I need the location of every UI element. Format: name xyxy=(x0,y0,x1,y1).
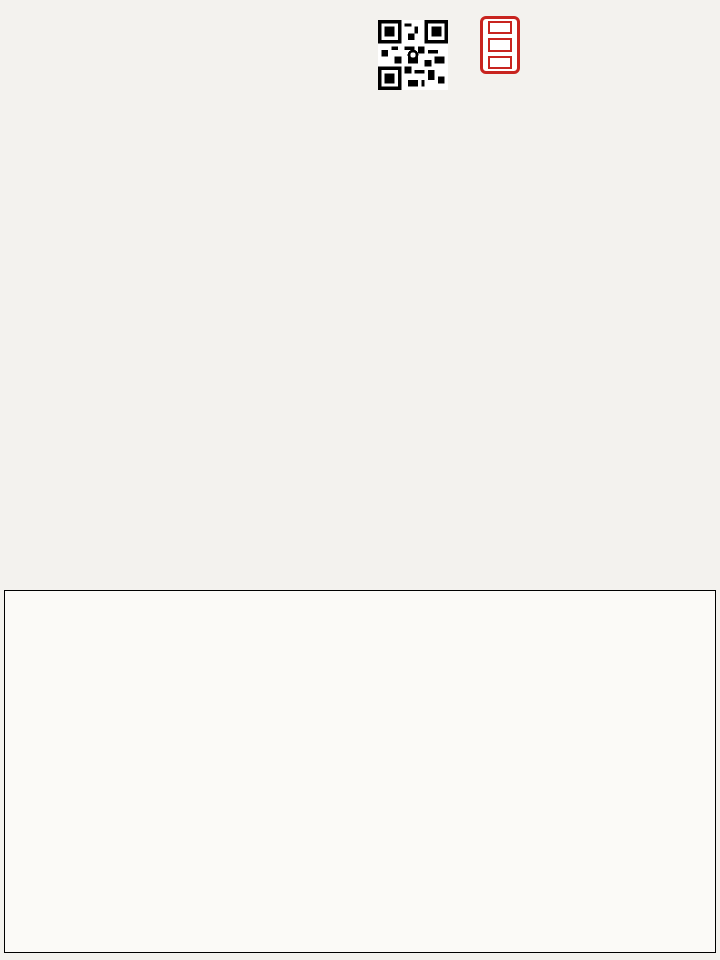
annual-luck-table xyxy=(4,590,716,953)
qr-code-icon xyxy=(378,20,448,90)
header xyxy=(0,0,720,104)
seal-stamp-icon xyxy=(480,16,520,74)
